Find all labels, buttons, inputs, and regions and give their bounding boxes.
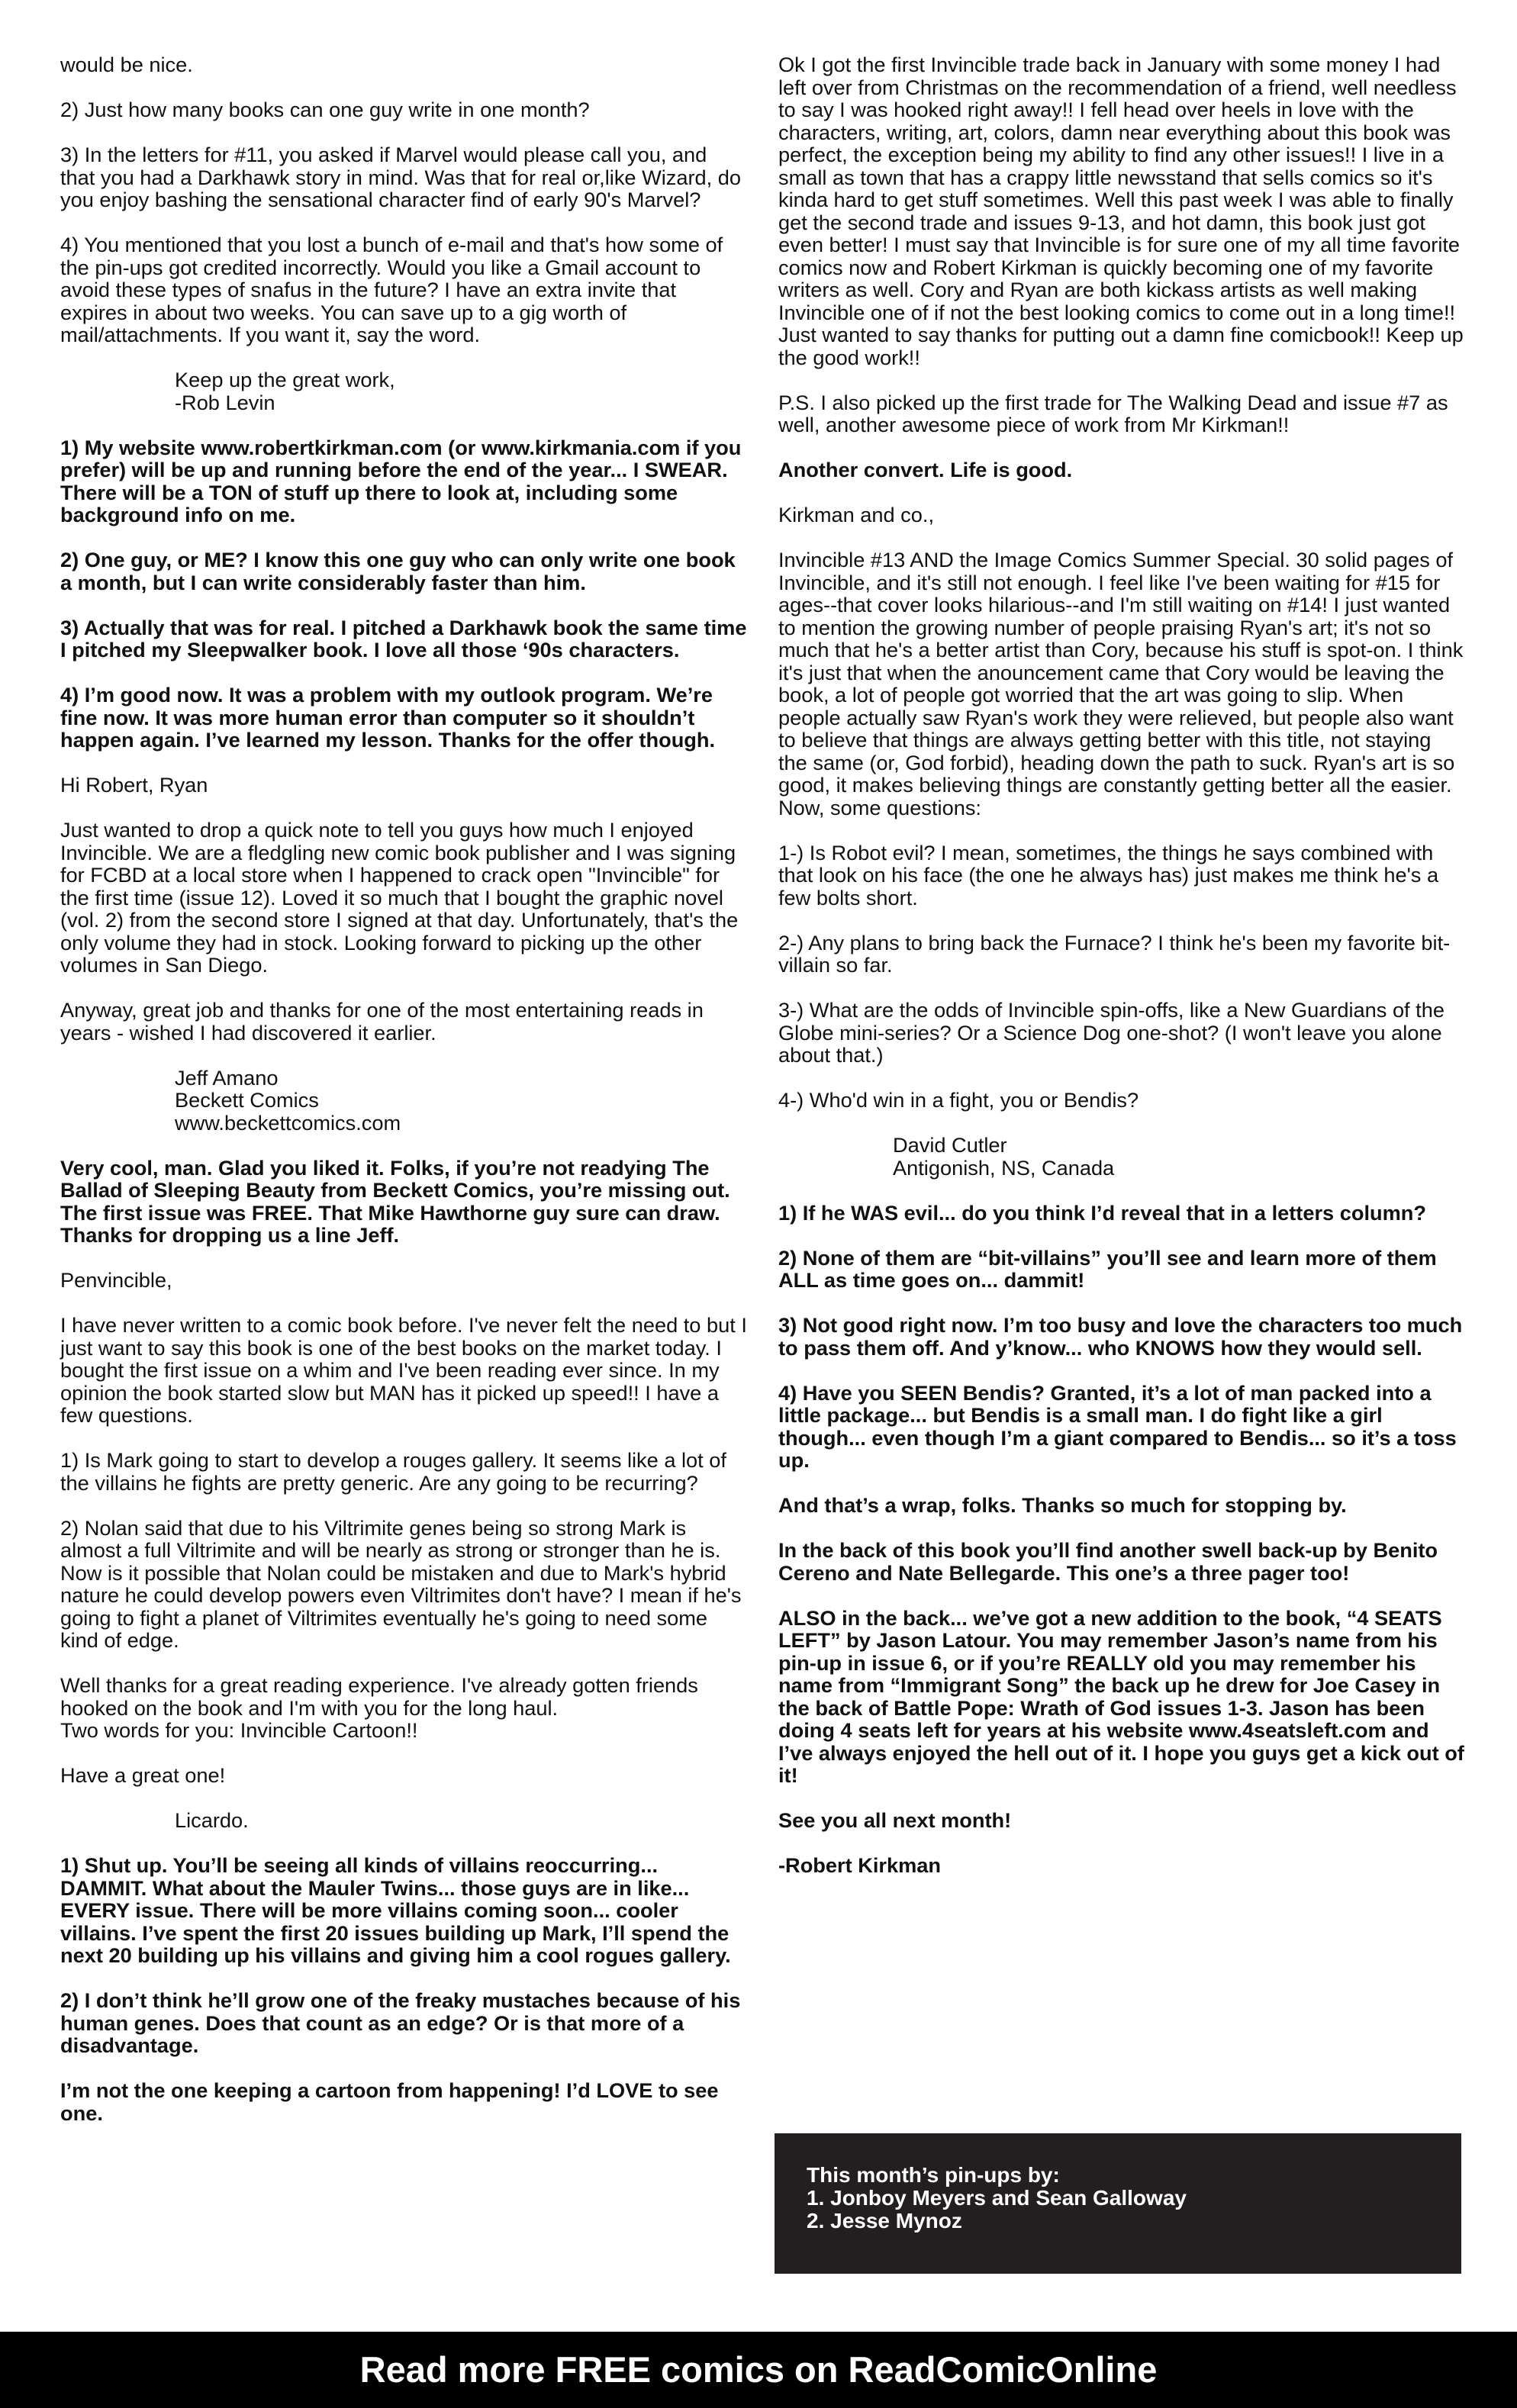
letter-paragraph: P.S. I also picked up the first trade for The Walking Dead and issue #7 as well, another awesome piece of work from Mr Kirkman!! (778, 390, 1448, 436)
letter-paragraph: 3-) What are the odds of Invincible spin-offs, like a New Guardians of the Globe mini-series? Or a Science Dog one-shot? (I won't leave you alone about that.) (778, 998, 1445, 1067)
editor-reply-paragraph: 3) Not good right now. I’m too busy and love the characters too much to pass them off. And y’know... who KNOWS how they would sell. (778, 1313, 1463, 1360)
letter-paragraph: Anyway, great job and thanks for one of the most entertaining reads in years - wished I had discovered it earlier. (60, 998, 704, 1045)
letter-paragraph: Hi Robert, Ryan (60, 773, 208, 797)
editor-reply-paragraph: Very cool, man. Glad you liked it. Folks, if you’re not readying The Ballad of Sleeping Beauty from Beckett Comics, you’re missing out. The first issue was FREE. That Mike Hawthorne guy sure can draw. Thanks for dropping us a line Jeff. (60, 1155, 730, 1247)
letter-signature: Keep up the great work, -Rob Levin (175, 368, 395, 414)
letter-paragraph: Kirkman and co., (778, 503, 934, 526)
editor-reply-paragraph: See you all next month! (778, 1808, 1012, 1832)
letter-paragraph: would be nice. (60, 53, 193, 76)
letter-paragraph: Ok I got the first Invincible trade back in January with some money I had left over from Christmas on the recommendation of a friend, well needless to say I was hooked right away!! I fell head over heels in love with the characters, writing, art, colors, damn near everything about this book was perfect, the exception being my ability to find any other issues!! I live in a small as town that has a crappy little newsstand that sells comics so it's kinda hard to get stuff sometimes. Well this past week I was able to finally get the second trade and issues 9-13, and hot damn, this book just got even better! I must say that Invincible is for sure one of my all time favorite comics now and Robert Kirkman is quickly becoming one of my favorite writers as well. Cory and Ryan are both kickass artists as well making Invincible one of if not the best looking comics to come out in a long time!! Just wanted to say thanks for putting out a damn fine comicbook!! Keep up the good work!! (778, 53, 1464, 369)
letter-paragraph: 2-) Any plans to bring back the Furnace? I think he's been my favorite bit-villain so far. (778, 930, 1451, 977)
letter-paragraph: 2) Just how many books can one guy write in one month? (60, 98, 590, 121)
letter-signature: Licardo. (175, 1808, 249, 1832)
letter-paragraph: 1) Is Mark going to start to develop a rouges gallery. It seems like a lot of the villains he fights are pretty generic. Are any going to be recurring? (60, 1448, 726, 1495)
letter-paragraph: Well thanks for a great reading experience. I've already gotten friends hooked on the book and I'm with you for the long haul. Two words for you: Invincible Cartoon!! (60, 1673, 698, 1742)
letter-paragraph: 2) Nolan said that due to his Viltrimite genes being so strong Mark is almost a full Viltrimite and will be nearly as strong or stronger than he is. Now is it possible that Nolan could be mistaken and due to Mark's hybrid nature he could develop powers even Viltrimites don't have? I mean if he's going to fight a planet of Viltrimites eventually he's going to need some kind of edge. (60, 1515, 742, 1652)
editor-reply-paragraph: I’m not the one keeping a cartoon from happening! I’d LOVE to see one. (60, 2078, 719, 2125)
editor-reply-paragraph: 1) If he WAS evil... do you think I’d reveal that in a letters column? (778, 1200, 1427, 1225)
letter-signature: Jeff Amano Beckett Comics www.beckettcomics.com (175, 1065, 401, 1135)
letters-column-right (778, 53, 1465, 1899)
pinups-credit-box: This month’s pin-ups by: 1. Jonboy Meyers and Sean Galloway 2. Jesse Mynoz (775, 2133, 1461, 2274)
letter-paragraph: I have never written to a comic book before. I've never felt the need to but I just want to say this book is one of the best books on the market today. I bought the first issue on a whim and I've been reading ever since. In my opinion the book started slow but MAN has it picked up speed!! I have a few questions. (60, 1313, 747, 1427)
letter-signature: David Cutler Antigonish, NS, Canada (893, 1133, 1115, 1180)
editor-reply-paragraph: 2) None of them are “bit-villains” you’ll see and learn more of them ALL as time goes on... dammit! (778, 1245, 1437, 1292)
editor-reply-paragraph: 1) Shut up. You’ll be seeing all kinds of villains reoccurring... DAMMIT. What about the Mauler Twins... those guys are in like... EVERY issue. There will be more villains coming soon... cooler villains. I’ve spent the first 20 issues building up Mark, I’ll spend the next 20 building up his villains and giving him a cool rogues gallery. (60, 1853, 731, 1967)
letter-paragraph: Have a great one! (60, 1763, 226, 1787)
editor-reply-paragraph: ALSO in the back... we’ve got a new addition to the book, “4 SEATS LEFT” by Jason Latour. You may remember Jason’s name from his pin-up in issue 6, or if you’re REALLY old you may remember his name from “Immigrant Song” the back up he drew for Joe Casey in the back of Battle Pope: Wrath of God issues 1-3. Jason has been doing 4 seats left for years at his website www.4seatsleft.com and I’ve always enjoyed the hell out of it. I hope you guys get a kick out of it! (778, 1605, 1464, 1787)
letter-paragraph: 4) You mentioned that you lost a bunch of e-mail and that's how some of the pin-ups got credited incorrectly. Would you like a Gmail account to avoid these types of snafus in the future? I have an extra invite that expires in about two weeks. You can save up to a gig worth of mail/attachments. If you want it, say the word. (60, 233, 723, 346)
letter-paragraph: Invincible #13 AND the Image Comics Summer Special. 30 solid pages of Invincible, and it's still not enough. I feel like I've been waiting for #15 for ages--that cover looks hilarious--and I'm still waiting on #14! I just wanted to mention the growing number of people praising Ryan's art; it's not so much that he's a better artist than Cory, because his stuff is spot-on. I think it's just that when the anouncement came that Cory would be leaving the book, a lot of people got worried that the art was going to slip. When people actually saw Ryan's work they were relieved, but people also want to believe that things are always getting better with this title, not staying the same (or, God forbid), heading down the path to suck. Ryan's art is so good, it makes believing things are constantly getting better all the easier. Now, some questions: (778, 548, 1464, 819)
editor-reply-paragraph: And that’s a wrap, folks. Thanks so much for stopping by. (778, 1493, 1347, 1517)
letter-paragraph: 4-) Who'd win in a fight, you or Bendis? (778, 1088, 1139, 1112)
editor-reply-paragraph: -Robert Kirkman (778, 1853, 941, 1877)
editor-reply-paragraph: 3) Actually that was for real. I pitched a Darkhawk book the same time I pitched my Sleepwalker book. I love all those ‘90s characters. (60, 615, 747, 662)
editor-reply-paragraph: 2) One guy, or ME? I know this one guy who can only write one book a month, but I can write considerably faster than him. (60, 548, 736, 594)
editor-reply-paragraph: 4) Have you SEEN Bendis? Granted, it’s a lot of man packed into a little package... but Bendis is a small man. I do fight like a girl though... even though I’m a giant compared to Bendis... so it’s a toss up. (778, 1380, 1457, 1472)
editor-reply-paragraph: 2) I don’t think he’ll grow one of the freaky mustaches because of his human genes. Does that count as an edge? Or is that more of a disadvantage. (60, 1988, 741, 2057)
letter-paragraph: Penvincible, (60, 1268, 172, 1292)
footer-banner: Read more FREE comics on ReadComicOnline (0, 2332, 1517, 2408)
letters-column-left (60, 53, 747, 2147)
letter-paragraph: Just wanted to drop a quick note to tell you guys how much I enjoyed Invincible. We are a fledgling new comic book publisher and I was signing for FCBD at a local store when I happened to crack open "Invincible" for the first time (issue 12). Loved it so much that I bought the graphic novel (vol. 2) from the second store I signed at that day. Unfortunately, that's the only volume they had in stock. Looking forward to picking up the other volumes in San Diego. (60, 818, 739, 977)
editor-reply-paragraph: In the back of this book you’ll find another swell back-up by Benito Cereno and Nate Bellegarde. This one’s a three pager too! (778, 1538, 1438, 1585)
editor-reply-paragraph: 1) My website www.robertkirkman.com (or www.kirkmania.com if you prefer) will be up and running before the end of the year... I SWEAR. There will be a TON of stuff up there to look at, including some background info on me. (60, 435, 742, 526)
letter-paragraph: 3) In the letters for #11, you asked if Marvel would please call you, and that you had a Darkhawk story in mind. Was that for real or,like Wizard, do you enjoy bashing the sensational character find of early 90's Marvel? (60, 143, 742, 211)
editor-reply-paragraph: Another convert. Life is good. (778, 458, 1073, 481)
letter-paragraph: 1-) Is Robot evil? I mean, sometimes, the things he says combined with that look on his face (the one he always has) just makes me think he's a few bolts short. (778, 840, 1439, 909)
editor-reply-paragraph: 4) I’m good now. It was a problem with my outlook program. We’re fine now. It was more human error than computer so it shouldn’t happen again. I’ve learned my lesson. Thanks for the offer though. (60, 683, 716, 752)
